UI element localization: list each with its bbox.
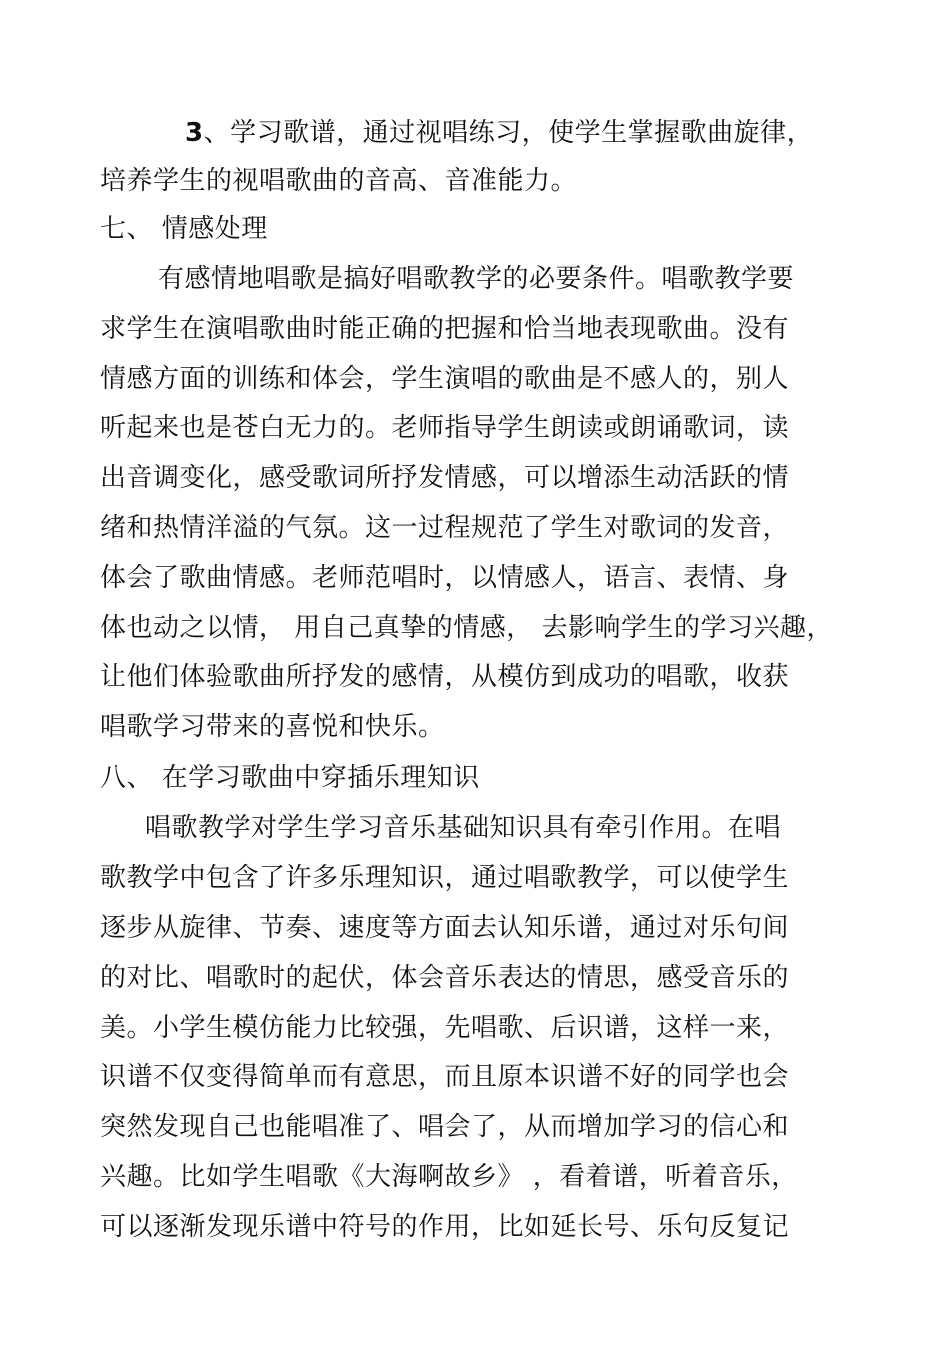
section8-paragraph-line: 逐步从旋律、节奏、速度等方面去认知乐谱，通过对乐句间: [100, 913, 790, 943]
section8-paragraph-line: 歌教学中包含了许多乐理知识，通过唱歌教学，可以使学生: [100, 863, 790, 893]
section7-paragraph-line: 听起来也是苍白无力的。老师指导学生朗读或朗诵歌词，读: [100, 413, 790, 443]
item3-number: 3: [185, 118, 204, 148]
section7-paragraph-line: 求学生在演唱歌曲时能正确的把握和恰当地表现歌曲。没有: [100, 314, 790, 344]
section7-paragraph-line: 体也动之以情， 用自己真挚的情感， 去影响学生的学习兴趣，: [100, 613, 834, 643]
item3-line1: [185, 115, 813, 151]
section7-paragraph-line: 绪和热情洋溢的气氛。这一过程规范了学生对歌词的发音，: [100, 513, 790, 543]
section8-paragraph-line: 美。小学生模仿能力比较强，先唱歌、后识谱，这样一来，: [100, 1013, 790, 1043]
section8-heading: 八、 在学习歌曲中穿插乐理知识: [100, 763, 480, 793]
section7-paragraph-line: 唱歌学习带来的喜悦和快乐。: [100, 712, 445, 742]
section8-paragraph-line: 兴趣。比如学生唱歌《大海啊故乡》 ，看着谱，听着音乐，: [100, 1162, 798, 1192]
section8-paragraph-line: 可以逐渐发现乐谱中符号的作用，比如延长号、乐句反复记: [100, 1212, 790, 1242]
section7-heading: 七、 情感处理: [100, 214, 268, 244]
section7-paragraph-line: 情感方面的训练和体会，学生演唱的歌曲是不感人的，别人: [100, 364, 790, 394]
section7-paragraph-line: 体会了歌曲情感。老师范唱时，以情感人，语言、表情、身: [100, 563, 790, 593]
section7-paragraph-line: 出音调变化，感受歌词所抒发情感，可以增添生动活跃的情: [100, 463, 790, 493]
section7-paragraph-line: 有感情地唱歌是搞好唱歌教学的必要条件。唱歌教学要: [158, 264, 795, 294]
item3-text: 、学习歌谱，通过视唱练习，使学生掌握歌曲旋律，: [203, 118, 814, 148]
section8-paragraph-line: 唱歌教学对学生学习音乐基础知识具有牵引作用。在唱: [145, 813, 782, 843]
section7-paragraph-line: 让他们体验歌曲所抒发的感情，从模仿到成功的唱歌，收获: [100, 662, 790, 692]
item3-line2: 培养学生的视唱歌曲的音高、音准能力。: [100, 166, 578, 196]
section8-paragraph-line: 突然发现自己也能唱准了、唱会了，从而增加学习的信心和: [100, 1112, 790, 1142]
section8-paragraph-line: 的对比、唱歌时的起伏，体会音乐表达的情思，感受音乐的: [100, 963, 790, 993]
section8-paragraph-line: 识谱不仅变得简单而有意思，而且原本识谱不好的同学也会: [100, 1062, 790, 1092]
